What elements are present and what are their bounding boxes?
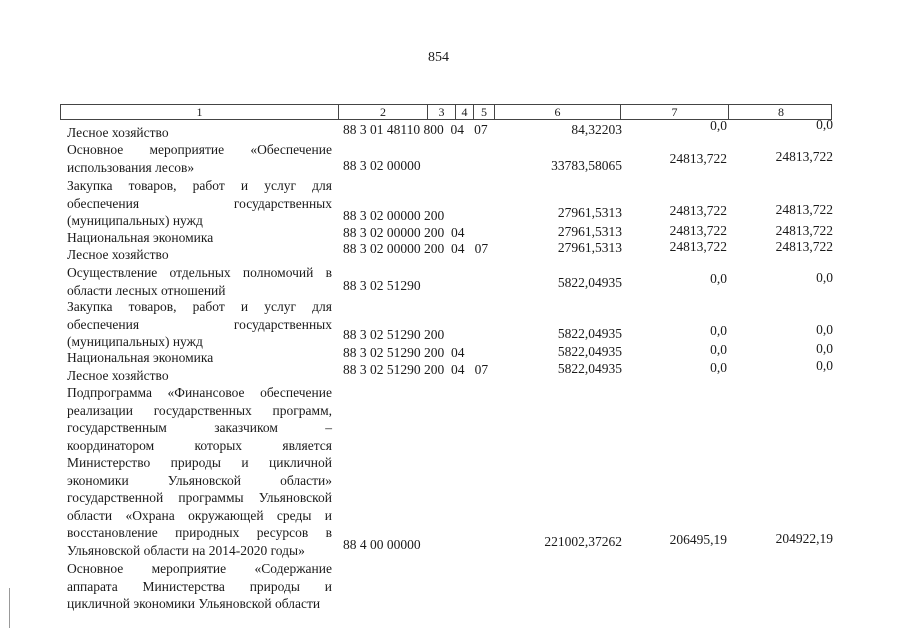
row-value-8: 24813,722 xyxy=(775,239,833,254)
row-value-6: 5822,04935 xyxy=(557,361,622,376)
header-col-4: 4 xyxy=(456,105,474,119)
row-value-7: 0,0 xyxy=(710,342,727,357)
header-col-8: 8 xyxy=(778,105,784,119)
header-col-1: 1 xyxy=(61,105,339,119)
header-col-5: 5 xyxy=(474,105,495,119)
row-name: Закупка товаров, работ и услуг для обеспечения государственных (муниципальных) нужд xyxy=(67,178,332,228)
row-value-7: 0,0 xyxy=(710,118,727,133)
row-value-7: 206495,19 xyxy=(669,532,727,547)
row-code: 88 3 02 00000 200 04 xyxy=(343,225,465,240)
row-value-7: 24813,722 xyxy=(669,203,727,218)
row-value-6: 221002,37262 xyxy=(544,534,622,549)
row-code: 88 3 02 00000 200 04 07 xyxy=(343,241,489,256)
row-value-6: 5822,04935 xyxy=(557,275,622,290)
row-code: 88 3 02 51290 200 04 07 xyxy=(343,362,489,377)
scan-margin-line xyxy=(9,588,10,628)
row-value-8: 0,0 xyxy=(816,341,833,356)
row-value-7: 0,0 xyxy=(710,271,727,286)
row-name: Национальная экономика xyxy=(67,230,214,245)
row-name: Лесное хозяйство xyxy=(67,125,169,140)
row-value-6: 84,32203 xyxy=(571,122,622,137)
header-col-3: 3 xyxy=(428,105,456,119)
row-value-7: 24813,722 xyxy=(669,151,727,166)
row-value-7: 24813,722 xyxy=(669,239,727,254)
row-code: 88 3 02 00000 xyxy=(343,158,421,173)
row-value-6: 5822,04935 xyxy=(557,326,622,341)
header-col-6: 6 xyxy=(495,105,621,119)
row-name: Закупка товаров, работ и услуг для обеспечения государственных (муниципальных) нужд xyxy=(67,299,332,349)
row-code: 88 3 02 51290 200 xyxy=(343,327,445,342)
row-value-7: 24813,722 xyxy=(669,223,727,238)
row-name: Лесное хозяйство xyxy=(67,247,169,262)
row-value-8: 0,0 xyxy=(816,358,833,373)
row-name: Лесное хозяйство xyxy=(67,368,169,383)
row-value-8: 0,0 xyxy=(816,270,833,285)
row-name: Основное мероприятие «Содержание аппарата Министерства природы и цикличной экономики Ульяновской области xyxy=(67,561,332,611)
row-value-6: 33783,58065 xyxy=(551,158,622,173)
header-col-2: 2 xyxy=(339,105,428,119)
row-name: Основное мероприятие «Обеспечение использования лесов» xyxy=(67,142,332,175)
page-number: 854 xyxy=(428,50,449,65)
row-value-6: 27961,5313 xyxy=(557,224,622,239)
row-code: 88 3 02 51290 xyxy=(343,278,421,293)
row-value-7: 0,0 xyxy=(710,360,727,375)
row-value-8: 0,0 xyxy=(816,322,833,337)
row-code: 88 3 02 51290 200 04 xyxy=(343,345,465,360)
row-code: 88 3 02 00000 200 xyxy=(343,208,445,223)
row-code: 88 3 01 48110 800 04 07 xyxy=(343,122,488,137)
row-value-8: 0,0 xyxy=(816,117,833,132)
row-name: Осуществление отдельных полномочий в области лесных отношений xyxy=(67,265,332,298)
row-code: 88 4 00 00000 xyxy=(343,537,421,552)
row-value-6: 27961,5313 xyxy=(557,205,622,220)
row-value-6: 27961,5313 xyxy=(557,240,622,255)
row-name: Подпрограмма «Финансовое обеспечение реализации государственных программ, государственным заказчиком – координатором которых является Министерство природы и цикличной экономики Ульяновской области» государственной программы Ульяновской области «Охрана окружающей среды и восстановление природных ресурсов в Ульяновской области на 2014-2020 годы» xyxy=(67,385,332,558)
row-value-8: 24813,722 xyxy=(775,223,833,238)
row-value-8: 24813,722 xyxy=(775,202,833,217)
row-name: Национальная экономика xyxy=(67,350,214,365)
header-col-7: 7 xyxy=(621,105,729,119)
row-value-6: 5822,04935 xyxy=(557,344,622,359)
row-value-7: 0,0 xyxy=(710,323,727,338)
row-value-8: 24813,722 xyxy=(775,149,833,164)
row-value-8: 204922,19 xyxy=(775,531,833,546)
